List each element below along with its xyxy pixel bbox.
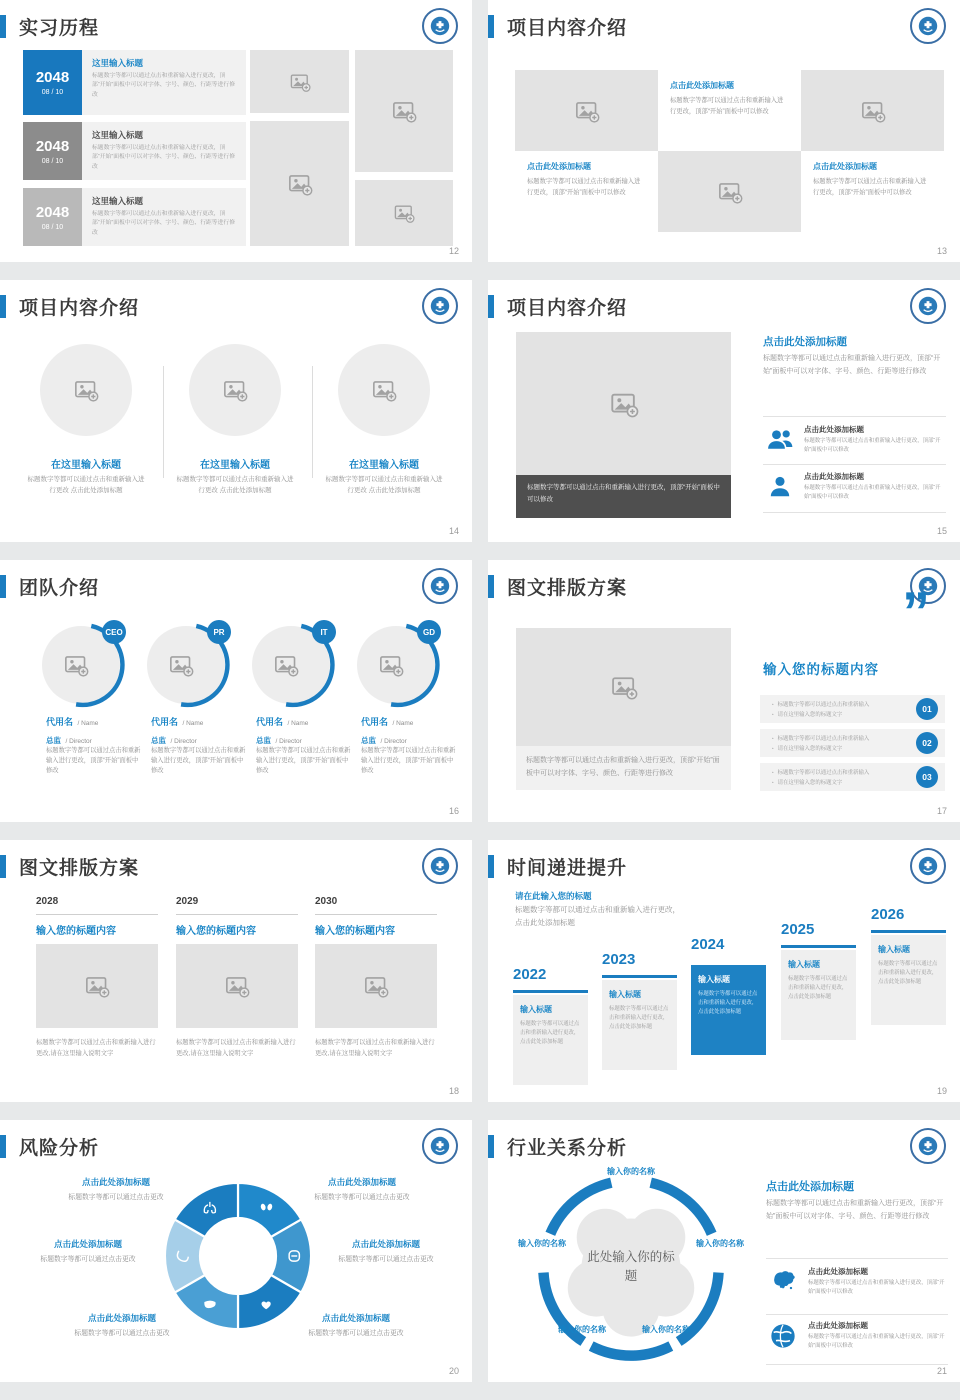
accent-bar <box>0 855 6 878</box>
timeline-year: 2048 <box>35 137 70 155</box>
risk-title: 点击此处添加标题 <box>351 1239 420 1249</box>
feature-item <box>804 471 944 502</box>
member-name-cn: 代用名 <box>256 717 284 727</box>
accent-bar <box>488 855 494 878</box>
caption-text: 标题数字等都可以通过点击和重新输入进行更改，顶部“开始”面板中可以修改 <box>527 484 720 504</box>
step-title: 输入标题 <box>788 960 820 969</box>
member-name <box>256 712 352 748</box>
bullet-line: • 请在这里输入您的标题文字 <box>772 744 901 754</box>
step-title: 输入标题 <box>698 975 730 984</box>
feature-title: 点击此处添加标题 <box>804 472 864 481</box>
list-number: 03 <box>916 766 938 788</box>
image-panel <box>516 628 731 790</box>
role-badge: GD <box>417 620 441 644</box>
school-logo-icon <box>422 1128 458 1164</box>
column-body: 标题数字等都可以通过点击和重新输入进行更改,请在这里输入说明文字 <box>315 1039 435 1057</box>
timeline-item <box>23 188 246 246</box>
china-map-icon <box>766 1266 800 1296</box>
member-name-en: / Name <box>77 720 99 727</box>
risk-label <box>52 1176 180 1201</box>
school-logo-icon <box>422 8 458 44</box>
member-body: 标题数字等都可以通过点击和重新输入进行更改，顶部“开始”面板中修改 <box>256 747 351 775</box>
risk-body: 标题数字等都可以通过点击更改 <box>314 1194 410 1201</box>
timeline-day: 08 / 10 <box>41 89 64 96</box>
text-cell <box>515 151 658 232</box>
image-placeholder <box>516 332 731 475</box>
accent-bar <box>488 575 494 598</box>
timeline-body: 标题数字等都可以通过点击和重新输入进行更改，顶部“开始”面板中可以对字体、字号、颜色、行距等进行修改 <box>92 211 235 236</box>
year-label: 2030 <box>315 896 338 907</box>
page-number: 20 <box>448 1366 459 1376</box>
image-placeholder <box>315 944 437 1028</box>
slide-header <box>0 853 139 880</box>
image-placeholder <box>189 344 281 436</box>
page-number: 21 <box>936 1366 947 1376</box>
item-body: 标题数字等都可以通过点击和重新输入进行更改 点击此处添加标题 <box>325 476 443 495</box>
step-body: 标题数字等都可以通过点击和重新输入进行更改，点击此处添加标题 <box>788 976 848 1000</box>
timeline-body: 标题数字等都可以通过点击和重新输入进行更改，顶部“开始”面板中可以对字体、字号、颜色、行距等进行修改 <box>92 73 235 98</box>
slide-header <box>488 13 627 40</box>
timeline-item <box>23 50 246 115</box>
image-placeholder-icon <box>63 652 89 678</box>
slide-header <box>488 1133 627 1160</box>
member-name <box>46 712 142 748</box>
timeline-day: 08 / 10 <box>41 157 64 165</box>
member-body: 标题数字等都可以通过点击和重新输入进行更改，顶部“开始”面板中修改 <box>151 747 246 775</box>
slide-title: 图文排版方案 <box>19 858 140 879</box>
divider <box>312 366 313 478</box>
timeline-date <box>23 188 82 246</box>
image-placeholder <box>355 180 453 246</box>
risk-title: 点击此处添加标题 <box>321 1313 390 1323</box>
member-name-en: / Name <box>182 720 204 727</box>
divider <box>763 416 946 417</box>
school-logo-icon <box>910 848 946 884</box>
slide-title: 实习历程 <box>19 18 100 39</box>
timeline-text <box>82 122 246 180</box>
member-body: 标题数字等都可以通过点击和重新输入进行更改，顶部“开始”面板中修改 <box>46 747 141 775</box>
page-number: 18 <box>448 1086 459 1096</box>
divider <box>176 914 298 915</box>
slide-title: 项目内容介绍 <box>19 298 140 319</box>
feature-body: 标题数字等都可以通过点击和重新输入进行更改，顶部“开始”面板中可以修改 <box>808 1280 945 1296</box>
step-title: 输入标题 <box>520 1005 552 1014</box>
step-year: 2023 <box>602 951 636 968</box>
slide-15[interactable] <box>488 280 960 542</box>
step-bar <box>602 975 677 978</box>
risk-label <box>24 1238 152 1263</box>
image-placeholder-icon <box>168 652 194 678</box>
slide-18[interactable] <box>0 840 472 1102</box>
timeline-day: 08 / 10 <box>41 223 64 231</box>
step-body: 标题数字等都可以通过点击和重新输入进行更改，点击此处添加标题 <box>698 991 758 1015</box>
image-placeholder <box>355 50 453 172</box>
member-name-en: / Name <box>392 720 414 727</box>
year-label: 2028 <box>36 896 59 907</box>
feature-item <box>804 424 944 455</box>
feature-title: 点击此处添加标题 <box>804 425 864 434</box>
image-placeholder <box>338 344 430 436</box>
step-bar <box>781 945 856 948</box>
image-placeholder-icon <box>378 652 404 678</box>
timeline-date <box>23 122 82 180</box>
list-number: 02 <box>916 732 938 754</box>
slide-title: 项目内容介绍 <box>507 298 628 319</box>
image-caption <box>516 475 731 518</box>
member-name <box>361 712 457 748</box>
page-number: 19 <box>936 1086 947 1096</box>
timeline-year: 2048 <box>35 69 70 86</box>
risk-label <box>292 1312 420 1337</box>
column-title: 输入您的标题内容 <box>176 926 256 937</box>
school-logo-icon <box>910 288 946 324</box>
slide-title: 项目内容介绍 <box>507 18 628 39</box>
aperture-diagram <box>162 1180 314 1332</box>
risk-title: 点击此处添加标题 <box>53 1239 122 1249</box>
risk-body: 标题数字等都可以通过点击更改 <box>308 1330 404 1337</box>
timeline-text <box>82 188 246 246</box>
feature-body: 标题数字等都可以通过点击和重新输入进行更改，顶部“开始”面板中可以修改 <box>804 438 941 454</box>
cell-body: 标题数字等都可以通过点击和重新输入进行更改，顶部“开始”面板中可以修改 <box>670 97 784 116</box>
divider <box>766 1314 948 1315</box>
slide-21[interactable] <box>488 1120 960 1382</box>
slide-13[interactable] <box>488 0 960 262</box>
text-cell <box>801 151 944 232</box>
quote-mark: ” <box>902 580 930 643</box>
divider <box>315 914 437 915</box>
section-body: 标题数字等都可以通过点击和重新输入进行更改，顶部“开始”面板中可以对字体、字号、颜色、行距等进行修改 <box>763 355 941 375</box>
role-badge: CEO <box>102 620 126 644</box>
divider <box>763 512 946 513</box>
member-name <box>151 712 247 748</box>
column-body: 标题数字等都可以通过点击和重新输入进行更改,请在这里输入说明文字 <box>36 1039 156 1057</box>
feature-body: 标题数字等都可以通过点击和重新输入进行更改，顶部“开始”面板中可以修改 <box>804 485 941 501</box>
step-year: 2022 <box>513 966 547 983</box>
section-body: 标题数字等都可以通过点击和重新输入进行更改，顶部“开始”面板中可以对字体、字号、颜色、行距等进行修改 <box>766 1200 944 1220</box>
image-placeholder <box>250 50 349 113</box>
risk-body: 标题数字等都可以通过点击更改 <box>40 1256 136 1263</box>
accent-bar <box>488 15 494 38</box>
lead-body: 标题数字等都可以通过点击和重新输入进行更改，点击此处添加标题 <box>515 905 680 927</box>
page-number: 13 <box>936 246 947 256</box>
column-body: 标题数字等都可以通过点击和重新输入进行更改,请在这里输入说明文字 <box>176 1039 296 1057</box>
divider <box>763 464 946 465</box>
member-role-en: / Director <box>65 738 92 745</box>
step-box <box>602 980 677 1070</box>
section-title: 点击此处添加标题 <box>766 1181 854 1193</box>
slide-12[interactable] <box>0 0 472 262</box>
feature-body: 标题数字等都可以通过点击和重新输入进行更改，顶部“开始”面板中可以修改 <box>808 1334 945 1350</box>
gear-label: 输入你的名称 <box>607 1167 655 1176</box>
gear-label: 输入你的名称 <box>518 1239 566 1248</box>
bullet-line: • 标题数字等都可以通过点击和重新输入 <box>772 700 901 710</box>
slide-19[interactable] <box>488 840 960 1102</box>
slide-17[interactable] <box>488 560 960 822</box>
divider <box>766 1364 948 1365</box>
item-title: 在这里输入标题 <box>200 460 270 471</box>
section-title: 点击此处添加标题 <box>763 336 847 348</box>
school-logo-icon <box>910 1128 946 1164</box>
page-number: 15 <box>936 526 947 536</box>
risk-label <box>298 1176 426 1201</box>
accent-bar <box>488 295 494 318</box>
member-name-cn: 代用名 <box>151 717 179 727</box>
timeline-body: 标题数字等都可以通过点击和重新输入进行更改，顶部“开始”面板中可以对字体、字号、颜色、行距等进行修改 <box>92 145 235 170</box>
cell-title: 点击此处添加标题 <box>670 81 734 90</box>
step-title: 输入标题 <box>878 945 910 954</box>
risk-label <box>322 1238 450 1263</box>
item-body: 标题数字等都可以通过点击和重新输入进行更改 点击此处添加标题 <box>27 476 145 495</box>
lead-title: 请在此输入您的标题 <box>515 891 592 901</box>
member-role-cn: 总监 <box>46 736 61 745</box>
step-box <box>513 995 588 1085</box>
cell-title: 点击此处添加标题 <box>527 162 591 171</box>
risk-title: 点击此处添加标题 <box>87 1313 156 1323</box>
step-bar <box>513 990 588 993</box>
role-badge: IT <box>312 620 336 644</box>
slide-header <box>488 573 627 600</box>
timeline-year: 2048 <box>35 203 70 221</box>
slide-header <box>0 1133 99 1160</box>
page-number: 17 <box>936 806 947 816</box>
bullet-line: • 标题数字等都可以通过点击和重新输入 <box>772 768 901 778</box>
divider <box>766 1258 948 1259</box>
item-title: 在这里输入标题 <box>349 460 419 471</box>
slide-16[interactable] <box>0 560 472 822</box>
step-body: 标题数字等都可以通过点击和重新输入进行更改，点击此处添加标题 <box>878 961 938 985</box>
image-placeholder <box>176 944 298 1028</box>
timeline-title: 这里输入标题 <box>92 130 144 140</box>
timeline-date <box>23 50 82 115</box>
image-placeholder <box>516 628 731 746</box>
timeline-title: 这里输入标题 <box>92 196 144 206</box>
slide-14[interactable] <box>0 280 472 542</box>
image-placeholder <box>515 70 658 151</box>
slide-20[interactable] <box>0 1120 472 1382</box>
risk-body: 标题数字等都可以通过点击更改 <box>74 1330 170 1337</box>
member-body: 标题数字等都可以通过点击和重新输入进行更改，顶部“开始”面板中修改 <box>361 747 456 775</box>
slide-header <box>488 293 627 320</box>
risk-title: 点击此处添加标题 <box>327 1177 396 1187</box>
globe-icon <box>769 1322 797 1350</box>
member-role-en: / Director <box>275 738 302 745</box>
slide-title: 团队介绍 <box>19 578 100 599</box>
accent-bar <box>488 1135 494 1158</box>
member-name-en: / Name <box>287 720 309 727</box>
person-icon <box>767 473 793 501</box>
accent-bar <box>0 575 6 598</box>
bullet-line: • 标题数字等都可以通过点击和重新输入 <box>772 734 901 744</box>
gear-center-title: 此处输入你的标题 <box>587 1250 675 1284</box>
slide-header <box>0 573 99 600</box>
risk-title: 点击此处添加标题 <box>81 1177 150 1187</box>
step-year: 2025 <box>781 921 815 938</box>
timeline-title: 这里输入标题 <box>92 58 144 68</box>
step-box <box>871 935 946 1025</box>
divider <box>163 366 164 478</box>
feature-title: 点击此处添加标题 <box>808 1267 868 1276</box>
page-number: 16 <box>448 806 459 816</box>
image-placeholder <box>801 70 944 151</box>
school-logo-icon <box>422 568 458 604</box>
step-title: 输入标题 <box>609 990 641 999</box>
cell-body: 标题数字等都可以通过点击和重新输入进行更改，顶部“开始”面板中可以修改 <box>813 178 927 197</box>
role-badge: PR <box>207 620 231 644</box>
item-title: 在这里输入标题 <box>51 460 121 471</box>
member-role-en: / Director <box>170 738 197 745</box>
image-placeholder <box>40 344 132 436</box>
bullet-line: • 请在这里输入您的标题文字 <box>772 778 901 788</box>
section-title: 输入您的标题内容 <box>763 662 879 677</box>
bullet-line: • 请在这里输入您的标题文字 <box>772 710 901 720</box>
accent-bar <box>0 295 6 318</box>
gear-diagram <box>513 1166 748 1376</box>
column-title: 输入您的标题内容 <box>36 926 116 937</box>
school-logo-icon <box>422 848 458 884</box>
image-placeholder-icon <box>273 652 299 678</box>
cell-title: 点击此处添加标题 <box>813 162 877 171</box>
member-role-cn: 总监 <box>256 736 271 745</box>
step-bar <box>871 930 946 933</box>
step-body: 标题数字等都可以通过点击和重新输入进行更改，点击此处添加标题 <box>520 1021 580 1045</box>
item-body: 标题数字等都可以通过点击和重新输入进行更改 点击此处添加标题 <box>176 476 294 495</box>
risk-label <box>58 1312 186 1337</box>
slide-title: 时间递进提升 <box>507 858 628 879</box>
slide-header <box>0 293 139 320</box>
divider <box>36 914 158 915</box>
feature-item <box>808 1266 946 1297</box>
risk-body: 标题数字等都可以通过点击更改 <box>338 1256 434 1263</box>
school-logo-icon <box>422 288 458 324</box>
page-number: 14 <box>448 526 459 536</box>
member-name-cn: 代用名 <box>46 717 74 727</box>
step-year: 2024 <box>691 936 725 953</box>
text-cell <box>658 70 801 151</box>
cell-body: 标题数字等都可以通过点击和重新输入进行更改，顶部“开始”面板中可以修改 <box>527 178 641 197</box>
image-placeholder <box>658 151 801 232</box>
timeline-text <box>82 50 246 115</box>
slide-title: 图文排版方案 <box>507 578 628 599</box>
member-name-cn: 代用名 <box>361 717 389 727</box>
slide-title: 风险分析 <box>19 1138 100 1159</box>
page-number: 12 <box>448 246 459 256</box>
slide-header <box>0 13 99 40</box>
panel-caption: 标题数字等都可以通过点击和重新输入进行更改，顶部“开始”面板中可以对字体、字号、颜色、行距等进行修改 <box>526 757 720 777</box>
column-title: 输入您的标题内容 <box>315 926 395 937</box>
step-box <box>781 950 856 1040</box>
member-role-en: / Director <box>380 738 407 745</box>
year-label: 2029 <box>176 896 199 907</box>
member-role-cn: 总监 <box>361 736 376 745</box>
gear-label: 输入你的名称 <box>696 1239 744 1248</box>
gear-label: 输入你的名称 <box>642 1325 690 1334</box>
step-body: 标题数字等都可以通过点击和重新输入进行更改，点击此处添加标题 <box>609 1006 669 1030</box>
step-year: 2026 <box>871 906 905 923</box>
school-logo-icon <box>910 8 946 44</box>
member-role-cn: 总监 <box>151 736 166 745</box>
step-box-highlight <box>691 965 766 1055</box>
feature-title: 点击此处添加标题 <box>808 1321 868 1330</box>
accent-bar <box>0 1135 6 1158</box>
group-icon <box>765 426 795 454</box>
slide-title: 行业关系分析 <box>507 1138 628 1159</box>
accent-bar <box>0 15 6 38</box>
list-number: 01 <box>916 698 938 720</box>
image-placeholder <box>36 944 158 1028</box>
risk-body: 标题数字等都可以通过点击更改 <box>68 1194 164 1201</box>
timeline-item <box>23 122 246 180</box>
feature-item <box>808 1320 946 1351</box>
image-placeholder <box>250 121 349 246</box>
slide-header <box>488 853 627 880</box>
gear-label: 输入你的名称 <box>558 1325 606 1334</box>
